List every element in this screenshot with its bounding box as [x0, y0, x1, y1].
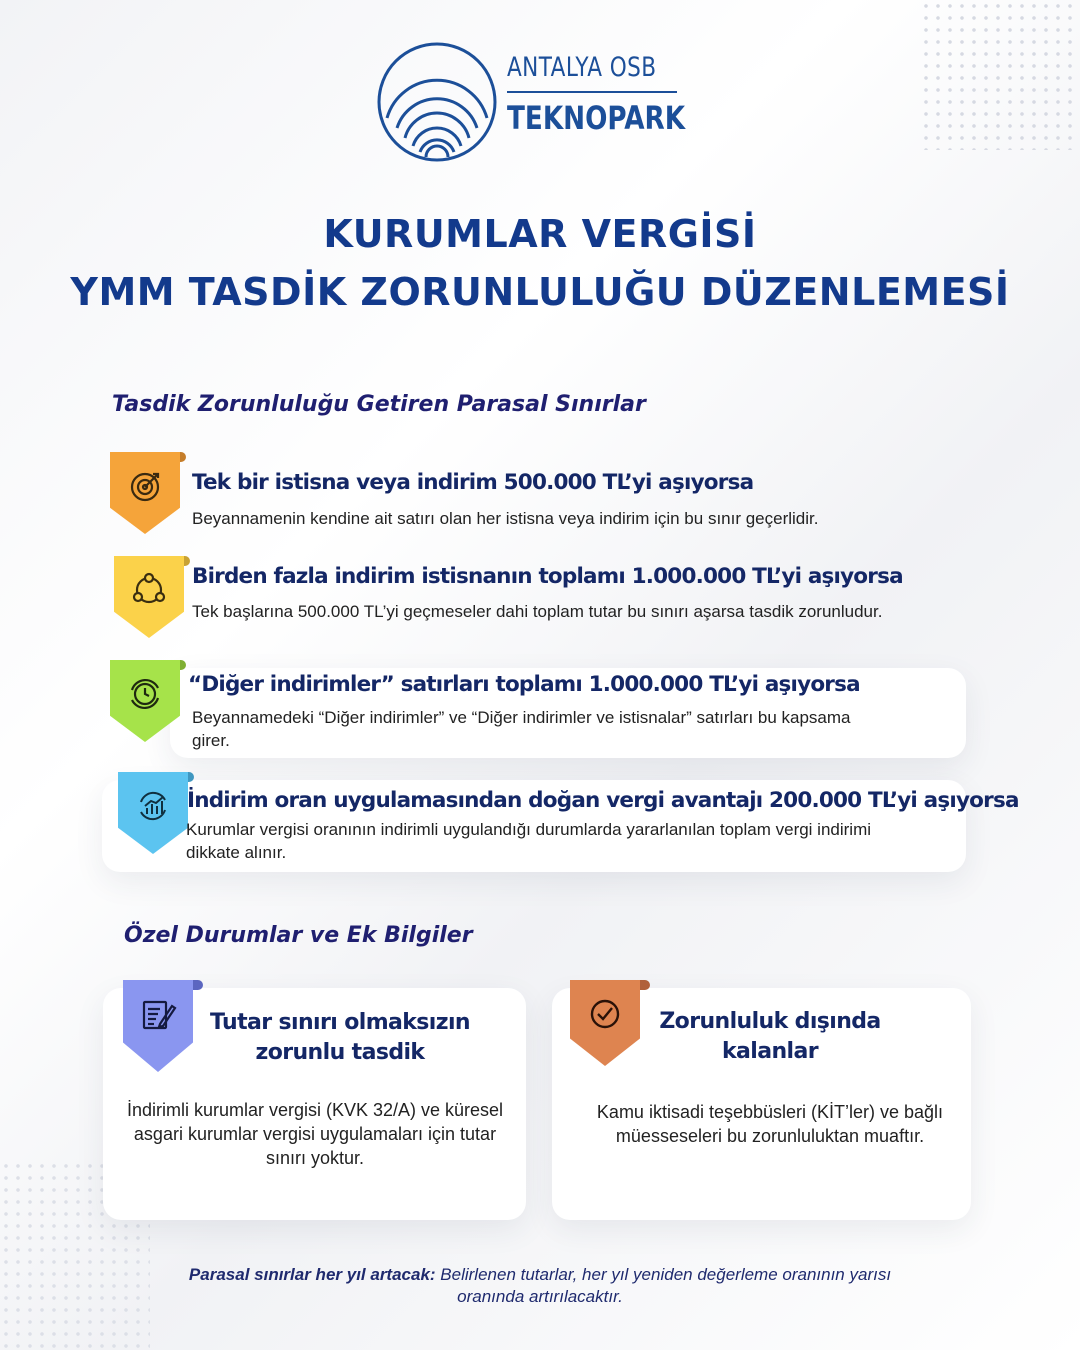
item-description: Beyannamedeki “Diğer indirimler” ve “Diğer indirimler ve istisnalar” satırları bu kapsama girer. — [192, 708, 851, 750]
page-title-line1: KURUMLAR VERGİSİ — [323, 212, 757, 256]
clock-refresh-icon — [125, 674, 165, 714]
section-title-thresholds: Tasdik Zorunluluğu Getiren Parasal Sınırlar — [112, 392, 646, 417]
item-title: Birden fazla indirim istisnanın toplamı 1.000.000 TL’yi aşıyorsa — [192, 564, 903, 589]
section-title-special-cases: Özel Durumlar ve Ek Bilgiler — [124, 923, 473, 948]
document-edit-icon — [138, 994, 178, 1034]
item-description: Tek başlarına 500.000 TL’yi geçmeseler dahi toplam tutar bu sınırı aşarsa tasdik zorunludur. — [192, 602, 883, 621]
box-description: Kamu iktisadi teşebbüsleri (KİT’ler) ve bağlı müesseseleri bu zorunluluktan muaftır. — [596, 1102, 944, 1146]
box-title: Tutar sınırı olmaksızın zorunlu tasdik — [210, 1010, 470, 1065]
chart-cycle-icon — [133, 786, 173, 826]
logo-divider — [507, 91, 677, 93]
item-description: Beyannamenin kendine ait satırı olan her istisna veya indirim için bu sınır geçerlidir. — [192, 509, 819, 528]
item-title: İndirim oran uygulamasından doğan vergi avantajı 200.000 TL’yi aşıyorsa — [187, 788, 1019, 813]
target-icon — [125, 466, 165, 506]
item-badge — [110, 452, 180, 534]
item-badge — [114, 556, 184, 638]
footer-text: Belirlenen tutarlar, her yıl yeniden değerleme oranının yarısı oranında artırılacaktır. — [435, 1265, 892, 1306]
logo-rings-icon — [375, 40, 500, 165]
decorative-dots — [920, 0, 1080, 150]
logo-line2: TEKNOPARK — [507, 99, 686, 137]
item-description: Kurumlar vergisi oranının indirimli uygulandığı durumlarda yararlanılan toplam vergi indirimi dikkate alınır. — [186, 820, 872, 862]
logo — [375, 40, 685, 165]
box-title: Zorunluluk dışında kalanlar — [659, 1009, 881, 1064]
box-description: İndirimli kurumlar vergisi (KVK 32/A) ve küresel asgari kurumlar vergisi uygulamaları için tutar sınırı yoktur. — [126, 1100, 504, 1168]
network-icon — [129, 570, 169, 610]
logo-line1: ANTALYA OSB — [507, 52, 657, 83]
footer-note — [160, 1264, 920, 1308]
item-title: “Diğer indirimler” satırları toplamı 1.000.000 TL’yi aşıyorsa — [188, 672, 860, 697]
check-circle-icon — [585, 994, 625, 1034]
item-title: Tek bir istisna veya indirim 500.000 TL’yi aşıyorsa — [192, 470, 754, 495]
logo-text — [507, 52, 724, 137]
footer-bold: Parasal sınırlar her yıl artacak: — [188, 1265, 436, 1284]
page-title-line2: YMM TASDİK ZORUNLULUĞU DÜZENLEMESİ — [70, 270, 1010, 314]
